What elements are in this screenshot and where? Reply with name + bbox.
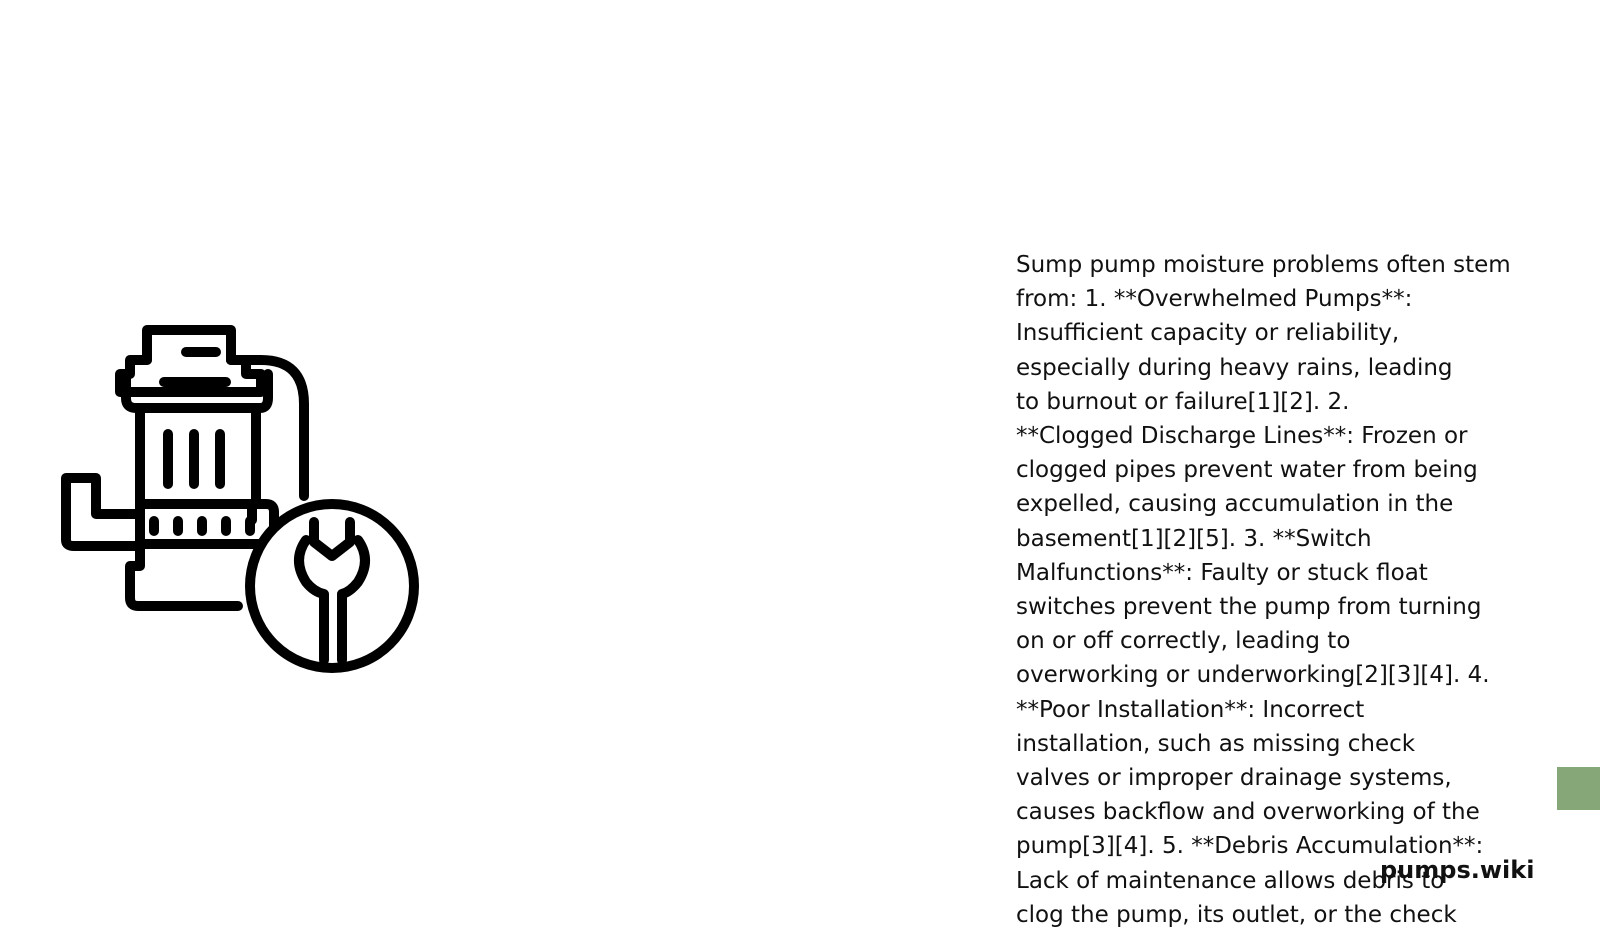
description-line: to burnout or failure[1][2]. 2. [1016, 388, 1350, 415]
description-line: especially during heavy rains, leading [1016, 354, 1453, 381]
description-line: switches prevent the pump from turning [1016, 594, 1482, 621]
description-line: **Clogged Discharge Lines**: Frozen or [1016, 423, 1468, 450]
description-viewport [1010, 240, 1550, 928]
description-line: clog the pump, its outlet, or the check [1016, 901, 1457, 928]
description-line: Insufficient capacity or reliability, [1016, 320, 1400, 347]
description-line: pump[3][4]. 5. **Debris Accumulation**: [1016, 833, 1484, 860]
side-tab[interactable] [1557, 767, 1600, 810]
description-line: Sump pump moisture problems often stem [1016, 252, 1511, 278]
description-line: clogged pipes prevent water from being [1016, 457, 1478, 484]
description-line: basement[1][2][5]. 3. **Switch [1016, 525, 1372, 552]
description-line: Lack of maintenance allows debris to [1016, 867, 1445, 894]
description-line: expelled, causing accumulation in the [1016, 491, 1454, 518]
description-text [1016, 248, 1536, 932]
description-line: Malfunctions**: Faulty or stuck float [1016, 559, 1428, 586]
description-line: installation, such as missing check [1016, 730, 1416, 757]
description-line: from: 1. **Overwhelmed Pumps**: [1016, 286, 1413, 313]
description-line: **Poor Installation**: Incorrect [1016, 696, 1365, 723]
description-line: on or off correctly, leading to [1016, 628, 1351, 655]
description-line: overworking or underworking[2][3][4]. 4. [1016, 662, 1490, 689]
submersible-pump-wrench-icon [56, 316, 428, 688]
brand-name: pumps.wiki [1380, 856, 1535, 884]
description-line: causes backflow and overworking of the [1016, 799, 1480, 826]
description-line: valves or improper drainage systems, [1016, 765, 1452, 792]
